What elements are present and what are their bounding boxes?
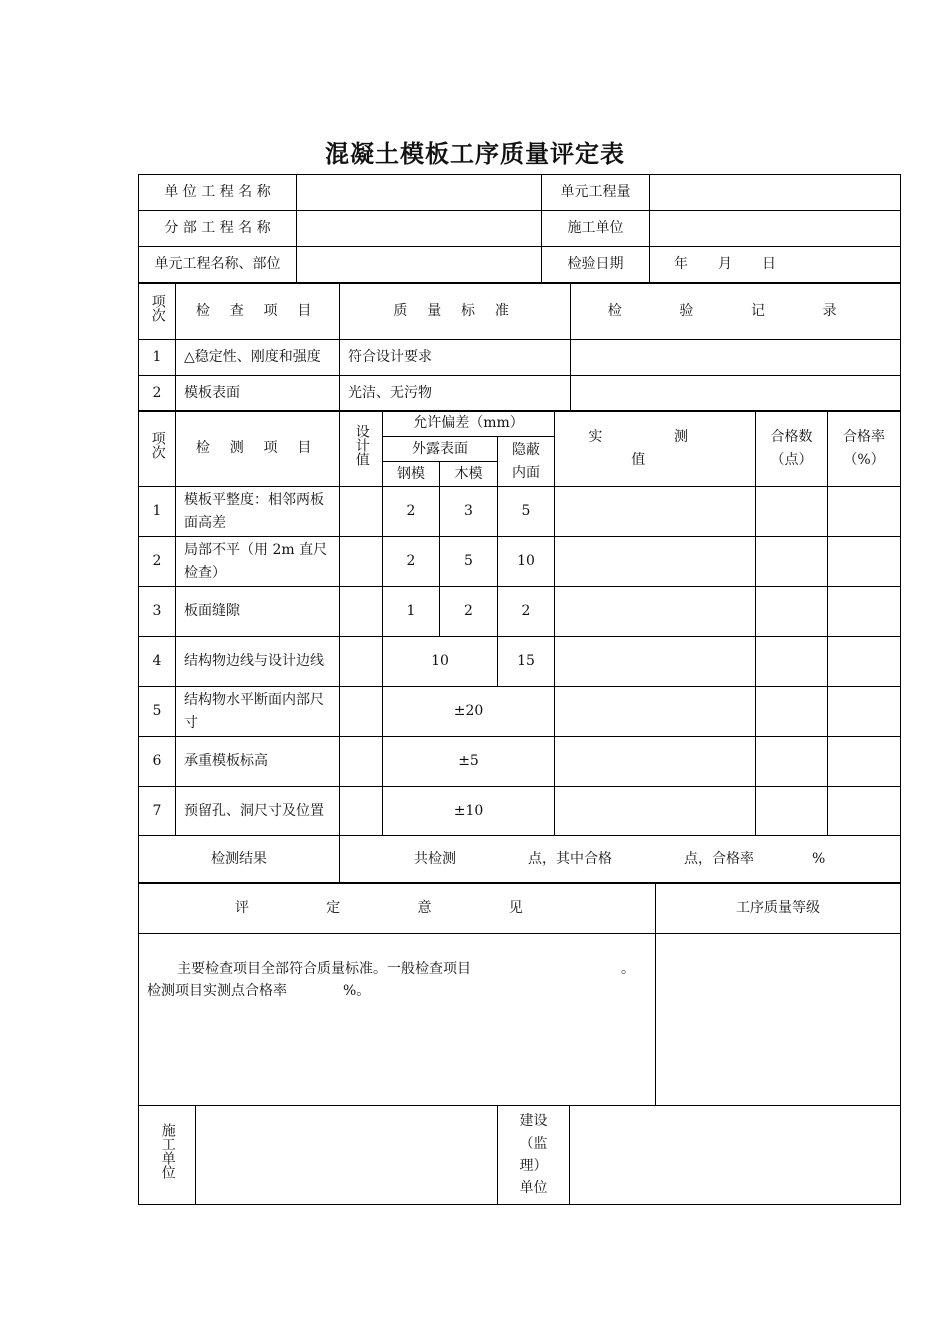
sub-project-name-label: 分 部 工 程 名 称 (139, 211, 297, 247)
check-col-no: 项次 (139, 284, 176, 340)
pass-rate-cell[interactable] (828, 587, 901, 637)
measured-value-cell[interactable] (555, 787, 756, 836)
measure-col-hidden: 隐蔽 内面 (498, 437, 555, 487)
result-summary[interactable]: 共检测 点，其中合格 点，合格率 % (340, 836, 901, 884)
measure-col-steel: 钢模 (383, 462, 440, 487)
measure-col-wood: 木模 (440, 462, 498, 487)
result-row (139, 836, 901, 884)
pass-rate-cell[interactable] (828, 637, 901, 687)
pass-count-cell[interactable] (756, 537, 828, 587)
sig-construction-value[interactable] (196, 1106, 498, 1205)
design-value-cell[interactable] (340, 537, 383, 587)
measure-col-exposed: 外露表面 (383, 437, 498, 462)
design-value-cell[interactable] (340, 687, 383, 737)
check-col-item: 检 查 项 目 (176, 284, 340, 340)
design-value-cell[interactable] (340, 737, 383, 787)
measure-table (138, 410, 901, 884)
construction-unit-value[interactable] (650, 211, 901, 247)
sig-construction-label: 施工单位 (139, 1106, 196, 1205)
date-month: 月 (718, 256, 732, 273)
pass-count-cell[interactable] (756, 587, 828, 637)
measure-col-measured: 实 测 值 (555, 411, 756, 487)
check-record-cell[interactable] (571, 376, 901, 412)
pass-rate-cell[interactable] (828, 487, 901, 537)
unit-element-qty-label: 单元工程量 (542, 175, 650, 211)
measured-value-cell[interactable] (555, 687, 756, 737)
measured-value-cell[interactable] (555, 587, 756, 637)
construction-unit-label: 施工单位 (542, 211, 650, 247)
check-col-record: 检 验 记 录 (571, 284, 901, 340)
grade-value[interactable] (656, 934, 901, 1106)
pass-count-cell[interactable] (756, 487, 828, 537)
unit-project-name-value[interactable] (297, 175, 542, 211)
unit-element-part-label: 单元工程名称、部位 (139, 247, 297, 283)
measure-col-pass-count: 合格数 （点） (756, 411, 828, 487)
opinion-text[interactable]: 主要检查项目全部符合质量标准。一般检查项目 。 检测项目实测点合格率 %。 (139, 934, 656, 1106)
check-col-standard: 质 量 标 准 (340, 284, 571, 340)
pass-rate-cell[interactable] (828, 537, 901, 587)
measured-value-cell[interactable] (555, 737, 756, 787)
unit-element-qty-value[interactable] (650, 175, 901, 211)
pass-rate-cell[interactable] (828, 687, 901, 737)
design-value-cell[interactable] (340, 487, 383, 537)
opinion-label: 评 定 意 见 (139, 883, 656, 934)
unit-element-part-value[interactable] (297, 247, 542, 283)
table-row: 3 板面缝隙 1 2 2 (139, 587, 901, 637)
sig-builder-value[interactable] (570, 1106, 901, 1205)
measured-value-cell[interactable] (555, 487, 756, 537)
pass-rate-cell[interactable] (828, 737, 901, 787)
table-row: 1 模板平整度：相邻两板面高差 2 3 5 (139, 487, 901, 537)
check-record-cell[interactable] (571, 340, 901, 376)
measure-col-no: 项次 (139, 411, 176, 487)
header-table (138, 174, 901, 283)
table-row: 2 局部不平（用 2m 直尺检查） 2 5 10 (139, 537, 901, 587)
check-items-table (138, 283, 901, 412)
page-title: 混凝土模板工序质量评定表 (325, 139, 625, 168)
design-value-cell[interactable] (340, 587, 383, 637)
pass-rate-cell[interactable] (828, 787, 901, 836)
result-label: 检测结果 (139, 836, 340, 884)
measured-value-cell[interactable] (555, 537, 756, 587)
table-row: 2 模板表面 光洁、无污物 (139, 376, 901, 412)
pass-count-cell[interactable] (756, 787, 828, 836)
grade-label: 工序质量等级 (656, 883, 901, 934)
table-row: 7 预留孔、洞尺寸及位置 ±10 (139, 787, 901, 836)
date-year: 年 (674, 256, 688, 273)
design-value-cell[interactable] (340, 787, 383, 836)
table-row: 4 结构物边线与设计边线 10 15 (139, 637, 901, 687)
inspection-date-label: 检验日期 (542, 247, 650, 283)
table-row: 5 结构物水平断面内部尺寸 ±20 (139, 687, 901, 737)
sig-builder-label: 建设 （监 理） 单位 (498, 1106, 570, 1205)
pass-count-cell[interactable] (756, 687, 828, 737)
assessment-table (138, 882, 901, 1205)
unit-project-name-label: 单 位 工 程 名 称 (139, 175, 297, 211)
table-row: 6 承重模板标高 ±5 (139, 737, 901, 787)
date-day: 日 (762, 256, 776, 273)
measure-col-allow: 允许偏差（mm） (383, 411, 555, 437)
table-row: 1 △稳定性、刚度和强度 符合设计要求 (139, 340, 901, 376)
measured-value-cell[interactable] (555, 637, 756, 687)
pass-count-cell[interactable] (756, 737, 828, 787)
measure-col-pass-rate: 合格率 （%） (828, 411, 901, 487)
inspection-date-value[interactable] (650, 247, 901, 283)
sub-project-name-value[interactable] (297, 211, 542, 247)
measure-col-item: 检 测 项 目 (176, 411, 340, 487)
measure-col-design: 设计值 (340, 411, 383, 487)
pass-count-cell[interactable] (756, 637, 828, 687)
design-value-cell[interactable] (340, 637, 383, 687)
